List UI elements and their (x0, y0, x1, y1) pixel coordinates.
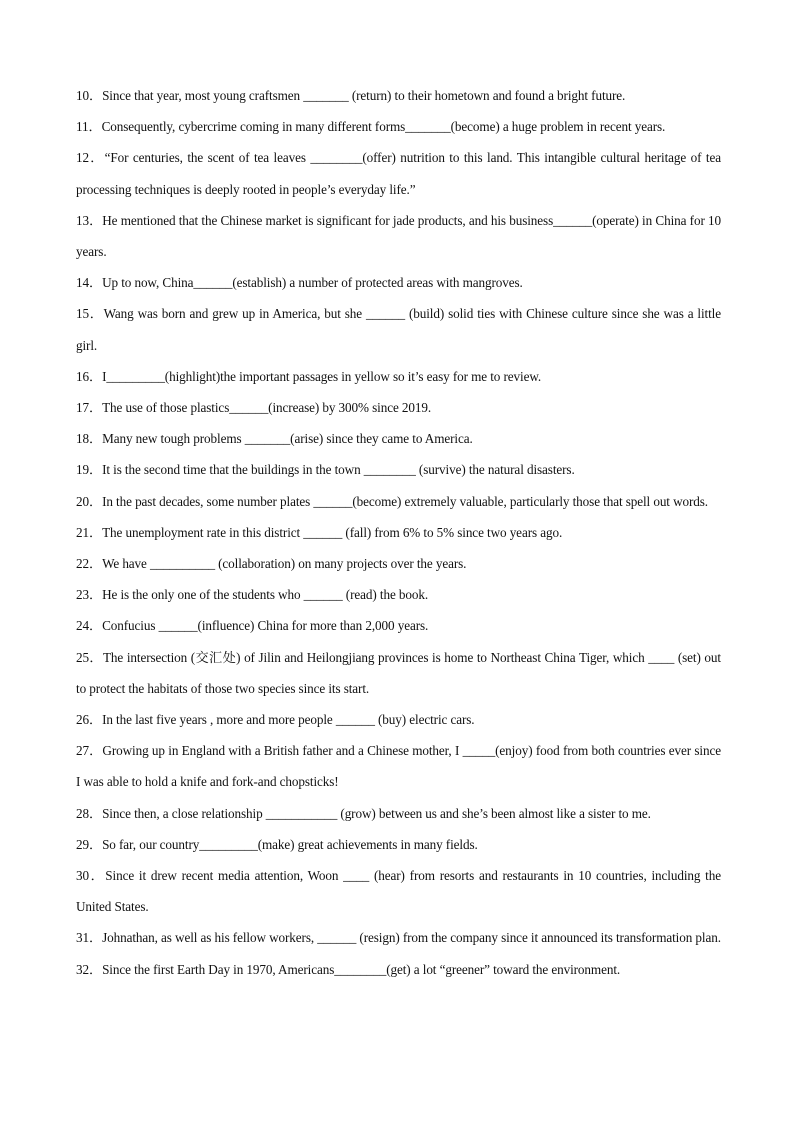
question-17: 17．The use of those plastics______(increase) by 300% since 2019. (76, 400, 432, 416)
question-18: 18．Many new tough problems _______(arise) since they came to America. (76, 431, 473, 447)
question-10: 10．Since that year, most young craftsmen _______ (return) to their hometown and found a bright future. (76, 88, 626, 103)
question-29: 29．So far, our country_________(make) great achievements in many fields. (76, 836, 478, 852)
question-31: 31．Johnathan, as well as his fellow workers, ______ (resign) from the company since it announced its transformation plan. (76, 930, 721, 946)
question-20: 20．In the past decades, some number plates ______(become) extremely valuable, particularly those that spell out words. (76, 493, 708, 509)
question-13: 13．He mentioned that the Chinese market is significant for jade products, and his business______(operate) in China for 10 years. (76, 212, 721, 260)
question-26: 26．In the last five years , more and more people ______ (buy) electric cars. (76, 712, 475, 728)
question-32: 32．Since the first Earth Day in 1970, Americans________(get) a lot “greener” toward the environment. (76, 961, 621, 977)
question-23: 23．He is the only one of the students who ______ (read) the book. (76, 587, 429, 603)
question-14: 14．Up to now, China______(establish) a number of protected areas with mangroves. (76, 275, 523, 291)
question-24: 24．Confucius ______(influence) China for more than 2,000 years. (76, 618, 429, 634)
question-27: 27．Growing up in England with a British father and a Chinese mother, I _____(enjoy) food from both countries ever since I was able to hold a knife and fork-and chopsticks! (76, 743, 721, 790)
question-list (76, 80, 721, 985)
question-21: 21．The unemployment rate in this district ______ (fall) from 6% to 5% since two years ago. (76, 524, 563, 540)
question-15: 15．Wang was born and grew up in America, but she ______ (build) solid ties with Chinese culture since she was a little girl. (76, 306, 721, 353)
question-22: 22．We have __________ (collaboration) on many projects over the years. (76, 556, 467, 572)
question-19: 19．It is the second time that the buildings in the town ________ (survive) the natural disasters. (76, 462, 575, 478)
question-28: 28．Since then, a close relationship ___________ (grow) between us and she’s been almost like a sister to me. (76, 805, 651, 821)
question-11: 11．Consequently, cybercrime coming in many different forms_______(become) a huge problem in recent years. (76, 119, 666, 135)
question-25: 25．The intersection (交汇处) of Jilin and Heilongjiang provinces is home to Northeast China Tiger, which ____ (set) out to protect the habitats of those two species since its start. (76, 649, 721, 696)
question-12: 12．“For centuries, the scent of tea leaves ________(offer) nutrition to this land. This intangible cultural heritage of tea processing techniques is deeply rooted in people’s everyday life.” (76, 150, 721, 197)
question-30: 30．Since it drew recent media attention, Woon ____ (hear) from resorts and restaurants in 10 countries, including the United States. (76, 868, 721, 915)
question-16: 16．I_________(highlight)the important passages in yellow so it’s easy for me to review. (76, 368, 542, 384)
